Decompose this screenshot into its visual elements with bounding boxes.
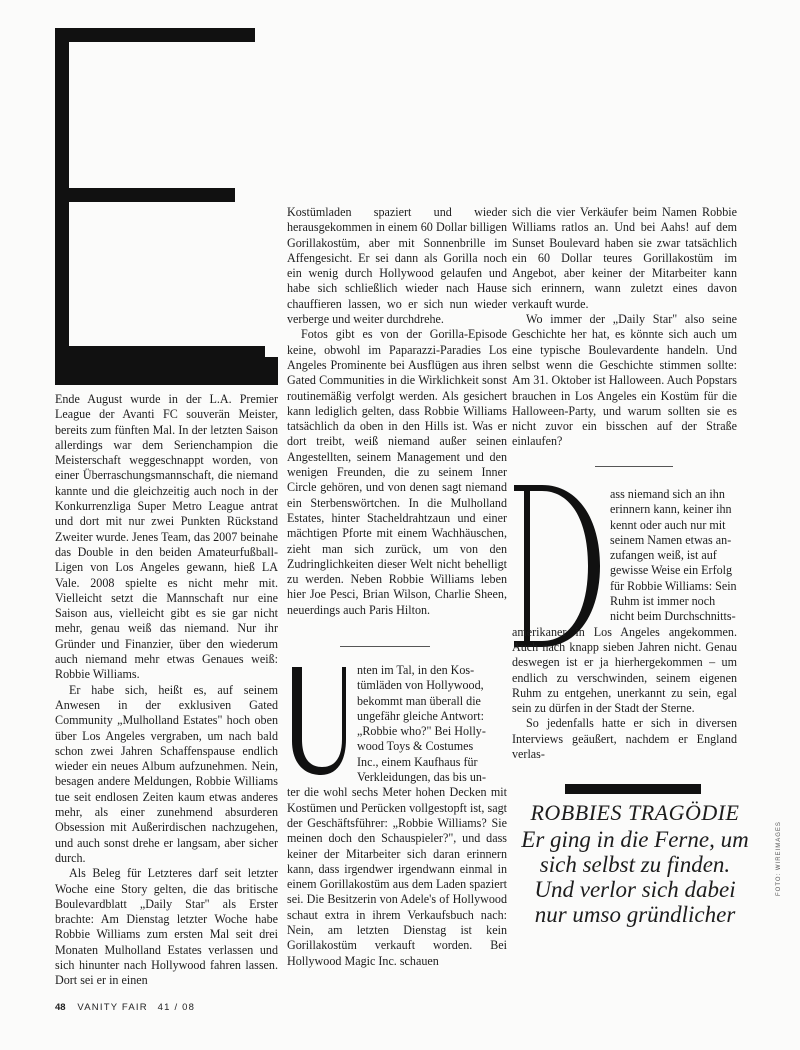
column-3-top xyxy=(512,205,737,450)
dropcap-e xyxy=(55,28,273,360)
text-line: erinnern kann, keiner ihn xyxy=(610,502,732,517)
paragraph: Als Beleg für Letzteres darf seit letzter Woche eine Story gelten, die das britische Boulevardblatt „Daily Star" als Erster brachte: Am Dienstag letzter Woche habe Robbie Williams zum ersten Mal seit drei Monaten Mulholland Estates verlassen und sich hinunter nach Hollywood fahren lassen. Dort sei er in einen xyxy=(55,866,278,988)
text-line: kennt oder auch nur mit xyxy=(610,517,726,532)
column-1 xyxy=(55,392,278,989)
section-black-bar xyxy=(55,357,278,385)
pullquote-title: ROBBIES TRAGÖDIE xyxy=(530,800,740,825)
text-line: Ruhm ist immer noch xyxy=(610,594,716,609)
text-line: seinem Namen etwas an- xyxy=(610,532,732,547)
text-line: für Robbie Williams: Sein xyxy=(610,578,737,593)
column-2-top xyxy=(287,205,507,618)
text-line: ass niemand sich an ihn xyxy=(610,487,725,501)
text-line: Verkleidungen, das bis un- xyxy=(357,770,486,785)
text-line: nten im Tal, in den Kos- xyxy=(357,663,475,677)
paragraph: sich die vier Verkäufer beim Namen Robbie Williams ratlos an. Und bei Aahs! auf dem Sunset Boulevard haben sie zwar tatsächlich ein 60 Dollar teures Gorillakostüm im Angebot, aber keiner der Mitarbeiter kann sich erinnern, wann zuletzt eines davon verkauft wurde. xyxy=(512,205,737,311)
paragraph: Er habe sich, heißt es, auf seinem Anwesen in der exklusiven Gated Community „Mulholland Estates" hoch oben über Los Angeles vergraben, um nach bald schon zwei Jahren Schaffenspause endlich wieder ein neues Album aufzunehmen. Nein, besagen andere Meldungen, Robbie Williams tue seit endlosen Zeiten kaum etwas anderes mehr, als einer zunehmend absurderen Obsession mit Außerirdischen nachzugehen, und auch sonst drehe er langsam, aber sicher durch. xyxy=(55,682,278,865)
text-line: nicht beim Durchschnitts- xyxy=(610,609,736,624)
magazine-name: VANITY FAIR xyxy=(77,1002,148,1013)
pullquote-bar xyxy=(565,784,701,794)
text-line: gewisse Weise ein Erfolg xyxy=(610,563,733,578)
text-line: „Robbie who?" Bei Holly- xyxy=(357,724,486,739)
column-3-bottom xyxy=(512,487,737,762)
text-line: bekommt man überall die xyxy=(357,693,481,708)
dropcap-e-glyph xyxy=(55,28,273,360)
page-number: 48 xyxy=(55,1002,66,1013)
paragraph: amerikaner in Los Angeles angekommen. Auch nach knapp sieben Jahren nicht. Genau deswegen ist er ja hierhergekommen – um endlich zu verschwinden, seinem eigenen Ruhm zu entgehen, unerkannt zu sein, egal sein zu dürfen in der Stadt der Sterne. xyxy=(512,624,737,716)
text-line: tümläden von Hollywood, xyxy=(357,678,484,693)
page-footer xyxy=(55,1002,195,1013)
photo-credit: FOTO: WIREIMAGES xyxy=(776,821,782,896)
paragraph: ter die wohl sechs Meter hohen Decken mit Kostümen und Perücken vollgestopft ist, sagt der Geschäftsführer: „Robbie Williams? Sie meinen doch den Schauspieler?", und dass keiner der Mitarbeiter sich daran erinnern kann, dass irgendwer irgendwann einmal in einem Gorillakostüm aus dem Laden spaziert sei. Die Besitzerin von Adele's of Hollywood schaut extra in ihrem Verkaufsbuch nach: Nein, am letzten Dienstag ist kein Gorillakostüm verkauft worden. Bei Hollywood Magic Inc. schauen xyxy=(287,785,507,968)
section-divider xyxy=(340,646,430,647)
text-line: Inc., einem Kaufhaus für xyxy=(357,754,478,769)
column-2-bottom xyxy=(287,663,507,969)
paragraph: Ende August wurde in der L.A. Premier League der Avanti FC souverän Meister, bereits zum fünften Mal. In der letzten Saison allerdings war dem Serienchampion die Meisterschaft weggeschnappt worden, von einer Überraschungsmannschaft, die niemand kannte und die gleichzeitig auch noch in der Konkurrenzliga Super Metro League antrat und dort mit nur zwei Punkten Rückstand Zweiter wurde. Jenes Team, das 2007 beinahe das Double in den beiden Amateurfußball-Ligen von Los Angeles gewann, hieß LA Vale. 2008 spielte es nicht mehr mit. Vielleicht setzt die Mannschaft nur eine Saison aus, vielleicht gibt es sie gar nicht mehr, genau weiß das niemand. Nur ihr Gründer und Finanzier, über den wiederum auch niemand mehr etwas Genaues weiß: Robbie Williams. xyxy=(55,392,278,682)
paragraph: Kostümladen spaziert und wieder herausgekommen in einem 60 Dollar billigen Gorillakostüm, aber mit Sonnenbrille im Affengesicht. Er sei dann als Gorilla noch ein wenig durch Hollywood gelaufen und habe sich schließlich wieder nach Hause chauffieren lassen, wo er sich nun wieder verberge und weiter durchdrehe. xyxy=(287,205,507,327)
text-line: zufangen weiß, ist auf xyxy=(610,548,717,563)
issue-number: 41 / 08 xyxy=(157,1002,196,1013)
text-line: wood Toys & Costumes xyxy=(357,739,474,754)
pullquote xyxy=(520,800,750,927)
pullquote-text: Er ging in die Ferne, um sich selbst zu finden. Und verlor sich dabei nur umso gründlicher xyxy=(521,827,749,927)
paragraph: So jedenfalls hatte er sich in diversen Interviews geäußert, nachdem er England verlas- xyxy=(512,716,737,762)
text-line: ungefähr gleiche Antwort: xyxy=(357,708,484,723)
section-divider xyxy=(595,466,673,467)
paragraph: Fotos gibt es von der Gorilla-Episode keine, obwohl im Paparazzi-Paradies Los Angeles Prominente bei Ausflügen aus ihren Gated Communities in die Wirklichkeit sonst routinemäßig verfolgt werden. Als gesichert kann lediglich gelten, dass Robbie Williams tatsächlich da oben in den Hills ist. Was er dort treibt, weiß niemand außer seinen Angestellten, seinem Management und den wenigen Freunden, die zu seinem Inner Circle gehören, und von denen sagt niemand ein Sterbenswörtchen. In die Mulholland Estates, hinter Stacheldrahtzaun und einer mächtigen Pforte mit einem Wachhäuschen, zieht man sich zurück, um von den Zudringlichkeiten dieser Welt nicht behelligt zu werden. Neben Robbie Williams leben hier Joe Pesci, Brian Wilson, Charlie Sheen, neuerdings auch Paris Hilton. xyxy=(287,327,507,617)
paragraph: Wo immer der „Daily Star" also seine Geschichte her hat, es könnte sich auch um eine typische Boulevardente handeln. Und selbst wenn die Geschichte stimmen sollte: Am 31. Oktober ist Halloween. Auch Popstars brauchen in Los Angeles ein Kostüm für die Halloween-Party, und warum sollten sie es nicht zuvor ein bisschen auf der Straße einlaufen? xyxy=(512,312,737,449)
